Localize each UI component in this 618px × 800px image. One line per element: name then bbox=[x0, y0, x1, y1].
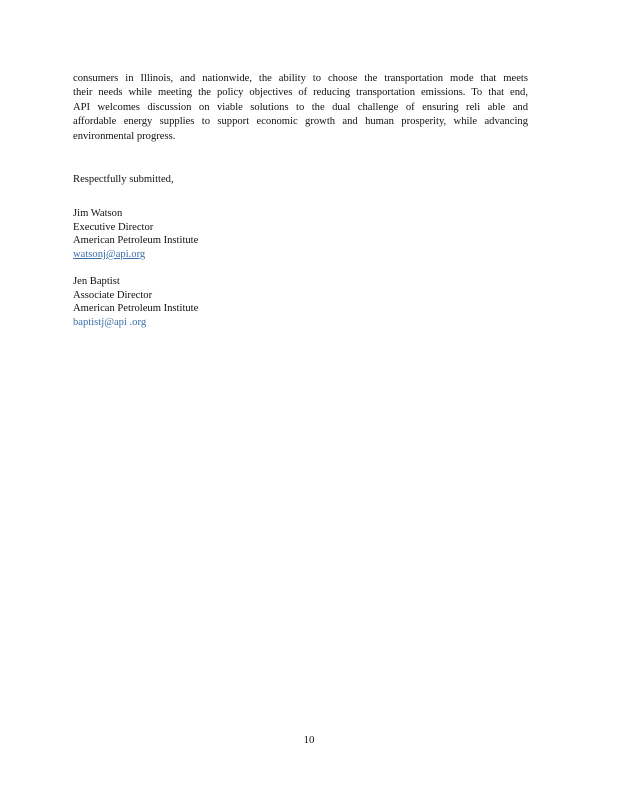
page-number: 10 bbox=[303, 734, 315, 746]
signatory-name: Jen Baptist bbox=[73, 276, 120, 287]
signatory-name: Jim Watson bbox=[73, 208, 123, 219]
signatory-title: Executive Director bbox=[73, 221, 154, 233]
signatory-email-link[interactable]: baptistj@api .org bbox=[73, 316, 147, 328]
body-line: API welcomes discussion on viable solutions to the dual challenge of ensuring reli able and bbox=[73, 101, 528, 113]
signatory-title: Associate Director bbox=[73, 289, 153, 301]
signatory-organization: American Petroleum Institute bbox=[73, 303, 199, 315]
body-line: consumers in Illinois, and nationwide, the ability to choose the transportation mode that meets bbox=[73, 73, 528, 84]
body-paragraph bbox=[73, 72, 528, 144]
body-line: environmental progress. bbox=[73, 130, 176, 142]
signatory-organization: American Petroleum Institute bbox=[73, 235, 199, 247]
closing-salutation: Respectfully submitted, bbox=[73, 174, 174, 185]
signatory-email-link[interactable]: watsonj@api.org bbox=[73, 248, 146, 260]
signature-block-watson bbox=[73, 207, 198, 261]
body-line: affordable energy supplies to support economic growth and human prosperity, while advancing bbox=[73, 116, 528, 128]
signature-block-baptist bbox=[73, 275, 198, 329]
body-line: their needs while meeting the policy objectives of reducing transportation emissions. To that end, bbox=[73, 87, 528, 99]
